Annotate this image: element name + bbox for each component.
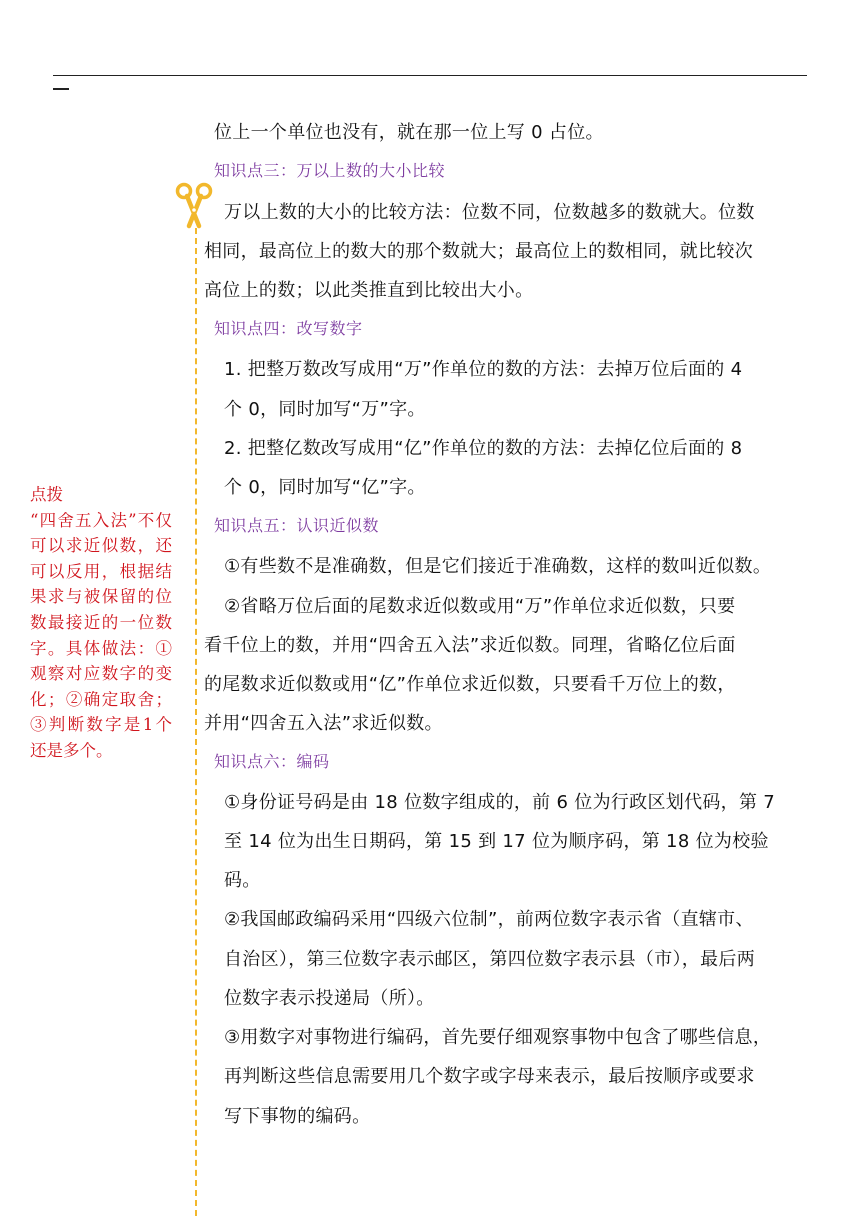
corner-mark xyxy=(53,88,69,90)
kp5-line: 看千位上的数，并用“四舍五入法”求近似数。同理，省略亿位后面 xyxy=(204,635,736,656)
kp5-line: 并用“四舍五入法”求近似数。 xyxy=(204,713,443,734)
kp5-heading: 知识点五：认识近似数 xyxy=(214,516,380,535)
kp6-line: ②我国邮政编码采用“四级六位制”，前两位数字表示省（直辖市、 xyxy=(224,909,754,930)
kp5-line: 的尾数求近似数或用“亿”作单位求近似数，只要看千万位上的数， xyxy=(204,674,736,695)
kp5-line: ①有些数不是准确数，但是它们接近于准确数，这样的数叫近似数。 xyxy=(224,556,772,577)
dashed-divider xyxy=(195,228,197,1216)
kp5-line: ②省略万位后面的尾数求近似数或用“万”作单位求近似数，只要 xyxy=(224,596,736,617)
kp6-line: 写下事物的编码。 xyxy=(224,1106,371,1127)
kp4-heading: 知识点四：改写数字 xyxy=(214,319,363,338)
kp6-line: ①身份证号码是由 18 位数字组成的，前 6 位为行政区划代码，第 7 xyxy=(224,792,776,813)
tip-body: “四舍五入法”不仅可以求近似数，还可以反用，根据结果求与被保留的位数最接近的一位数字。具体做法：①观察对应数字的变化；②确定取舍；③判断数字是1个还是多个。 xyxy=(30,510,172,760)
kp3-line: 相同，最高位上的数大的那个数就大；最高位上的数相同，就比较次 xyxy=(204,241,753,262)
kp6-line: ③用数字对事物进行编码，首先要仔细观察事物中包含了哪些信息， xyxy=(224,1027,772,1048)
kp6-line: 码。 xyxy=(224,870,261,891)
kp3-line: 万以上数的大小的比较方法：位数不同，位数越多的数就大。位数 xyxy=(224,202,755,223)
kp3-heading: 知识点三：万以上数的大小比较 xyxy=(214,161,446,180)
header-rule xyxy=(53,75,807,76)
kp3-line: 高位上的数；以此类推直到比较出大小。 xyxy=(204,280,534,301)
kp6-line: 位数字表示投递局（所）。 xyxy=(224,988,435,1009)
scissors-icon xyxy=(174,182,214,230)
tip-title: 点拨 xyxy=(30,485,63,504)
kp6-heading: 知识点六：编码 xyxy=(214,752,330,771)
kp4-line: 1. 把整万数改写成用“万”作单位的数的方法：去掉万位后面的 4 xyxy=(224,359,743,380)
kp4-line: 2. 把整亿数改写成用“亿”作单位的数的方法：去掉亿位后面的 8 xyxy=(224,438,743,459)
kp4-line: 个 0，同时加写“万”字。 xyxy=(224,399,426,420)
kp6-line: 至 14 位为出生日期码，第 15 到 17 位为顺序码，第 18 位为校验 xyxy=(224,831,769,852)
continued-line: 位上一个单位也没有，就在那一位上写 0 占位。 xyxy=(214,122,604,143)
kp6-line: 自治区），第三位数字表示邮区，第四位数字表示县（市），最后两 xyxy=(224,949,755,970)
tip-sidebar xyxy=(30,482,172,764)
kp6-line: 再判断这些信息需要用几个数字或字母来表示，最后按顺序或要求 xyxy=(224,1066,755,1087)
kp4-line: 个 0，同时加写“亿”字。 xyxy=(224,477,426,498)
